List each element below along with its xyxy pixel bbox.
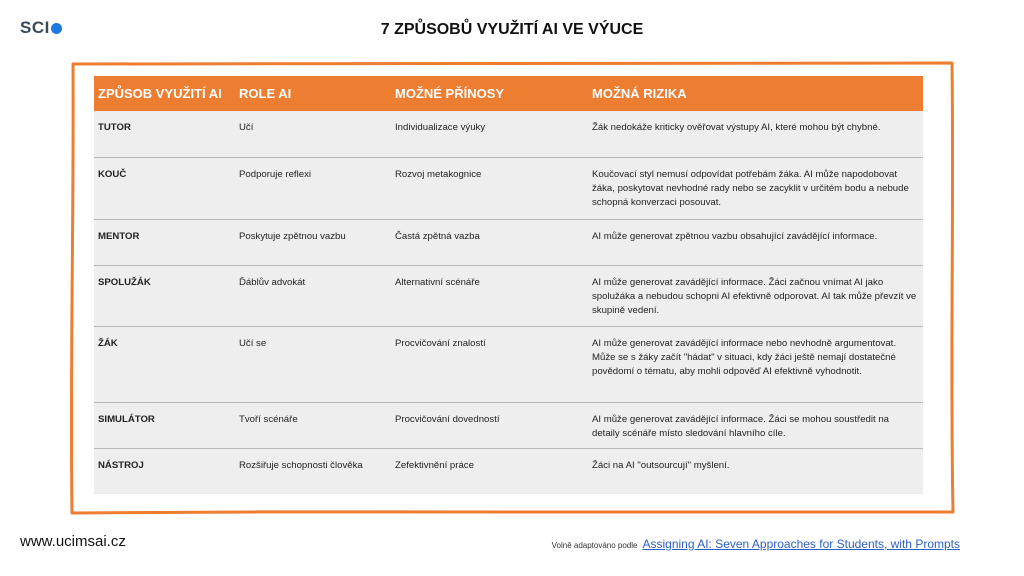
possible-benefit: Individualizace výuky (395, 122, 486, 133)
approach-name: SPOLUŽÁK (94, 265, 235, 326)
table-row (94, 111, 923, 157)
possible-benefit: Rozvoj metakognice (391, 157, 588, 219)
possible-risk: Žák nedokáže kriticky ověřovat výstupy AI, které mohou být chybné. (592, 122, 881, 133)
source-credit (552, 537, 960, 551)
ai-role: Učí se (235, 326, 391, 402)
ai-role: Učí (239, 122, 254, 133)
table-row (94, 402, 923, 448)
column-header-role: ROLE AI (235, 76, 391, 111)
approaches-table (94, 76, 923, 494)
table-header-row (94, 76, 923, 111)
ai-role: Podporuje reflexi (235, 157, 391, 219)
logo-text: SCI (20, 18, 50, 37)
approach-name: TUTOR (98, 122, 131, 133)
ai-role: Rozšiřuje schopnosti člověka (235, 448, 391, 494)
website-url: www.ucimsai.cz (20, 533, 126, 550)
possible-risk: Koučovací styl nemusí odpovídat potřebám žáka. AI může napodobovat žáka, poskytovat nevhodné rady nebo se zacyklit v určitém bodu a nebude schopná konverzaci posouvat. (588, 157, 923, 219)
column-header-approach: ZPŮSOB VYUŽITÍ AI (94, 76, 235, 111)
ai-role: Tvoří scénáře (235, 402, 391, 448)
possible-benefit: Alternativní scénáře (391, 265, 588, 326)
possible-benefit: Častá zpětná vazba (391, 219, 588, 265)
possible-risk: AI může generovat zpětnou vazbu obsahující zavádějící informace. (588, 219, 923, 265)
approach-name: SIMULÁTOR (94, 402, 235, 448)
table-row (94, 326, 923, 402)
possible-risk: AI může generovat zavádějící informace. Žáci se mohou soustředit na detaily scénáře místo sledování hlavního cíle. (588, 402, 923, 448)
possible-risk: Žáci na AI "outsourcují" myšlení. (588, 448, 923, 494)
table-row (94, 448, 923, 494)
possible-benefit: Zefektivnění práce (391, 448, 588, 494)
possible-risk: AI může generovat zavádějící informace. Žáci začnou vnímat AI jako spolužáka a nebudou schopni AI efektivně odporovat. AI tak může převzít ve skupině vedení. (588, 265, 923, 326)
approach-name: NÁSTROJ (94, 448, 235, 494)
table-row (94, 265, 923, 326)
possible-risk: AI může generovat zavádějící informace nebo nevhodně argumentovat. Může se s žáky začít "hádat" v situaci, kdy žáci ještě nemají dostatečné povědomí o tématu, aby mohli odpověď AI efektivně vyhodnotit. (588, 326, 923, 402)
approach-name: ŽÁK (94, 326, 235, 402)
possible-benefit: Procvičování znalostí (391, 326, 588, 402)
table-row (94, 219, 923, 265)
source-link[interactable]: Assigning AI: Seven Approaches for Students, with Prompts (642, 537, 960, 551)
ai-role: Poskytuje zpětnou vazbu (235, 219, 391, 265)
approach-name: MENTOR (94, 219, 235, 265)
table-row (94, 157, 923, 219)
credit-prefix: Volně adaptováno podle (551, 541, 638, 550)
page-title: 7 ZPŮSOBŮ VYUŽITÍ AI VE VÝUCE (380, 21, 644, 38)
possible-benefit: Procvičování dovedností (391, 402, 588, 448)
column-header-risks: MOŽNÁ RIZIKA (588, 76, 923, 111)
approach-name: KOUČ (94, 157, 235, 219)
ai-role: Ďáblův advokát (235, 265, 391, 326)
column-header-benefits: MOŽNÉ PŘÍNOSY (391, 76, 588, 111)
